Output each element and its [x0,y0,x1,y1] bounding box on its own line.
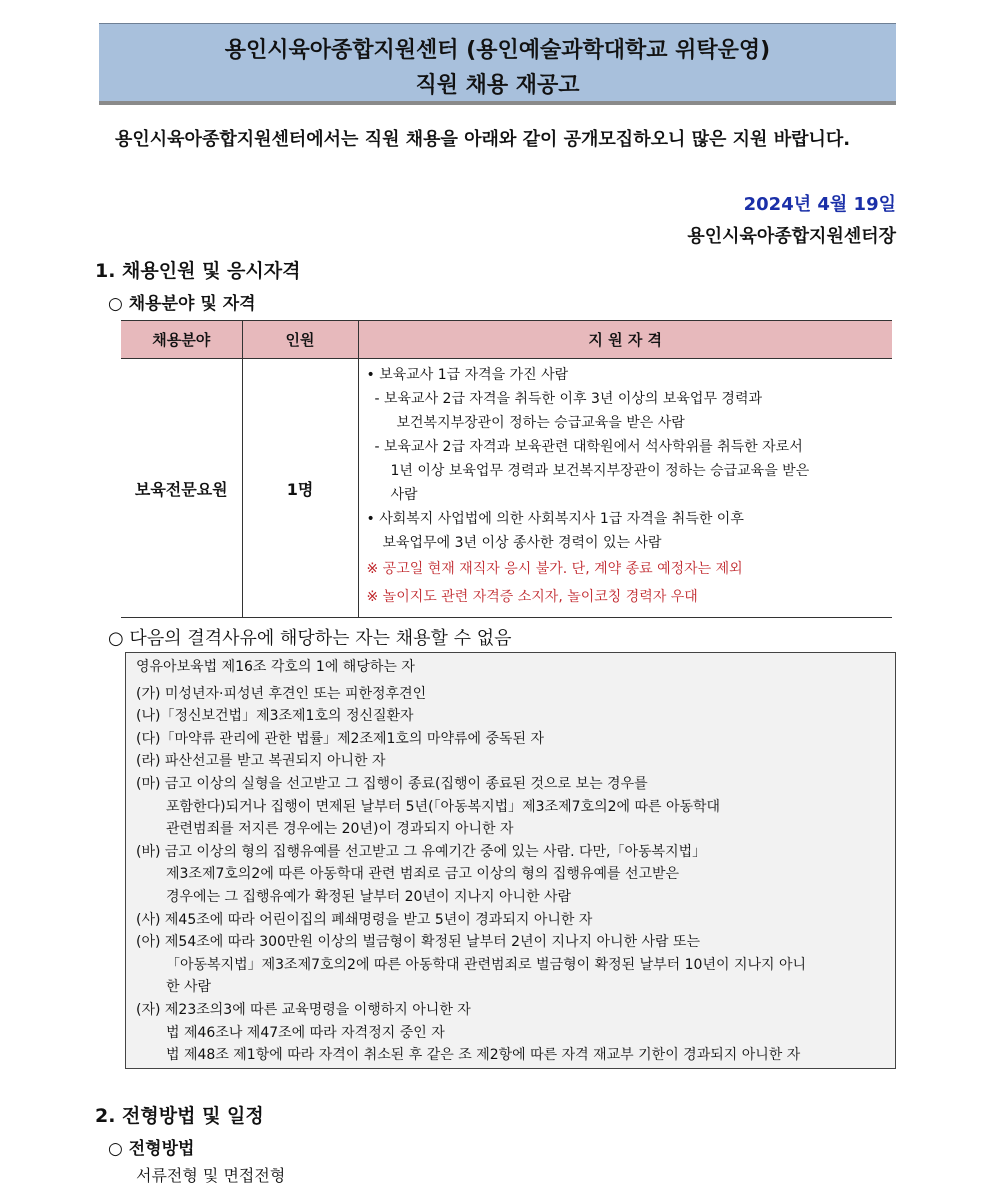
qualification-line: 보육업무에 3년 이상 종사한 경력이 있는 사람 [382,535,662,551]
list-item: 제3조제7호의2에 따른 아동학대 관련 범죄로 금고 이상의 형의 집행유예를 선고받은 [166,866,680,883]
list-item: (바) 금고 이상의 형의 집행유예를 선고받고 그 유예기간 중에 있는 사람. 다만,「아동복지법」 [136,843,707,860]
list-item: (다)「마약류 관리에 관한 법률」제2조제1호의 마약류에 중독된 자 [136,730,545,747]
list-item: 법 제48조 제1항에 따라 자격이 취소된 후 같은 조 제2항에 따른 자격 재교부 기한이 경과되지 아니한 자 [166,1047,801,1064]
qualifications-cell [358,359,892,618]
qualification-line: • 보육교사 1급 자격을 가진 사람 [366,367,569,383]
qualification-line: • 사회복지 사업법에 의한 사회복지사 1급 자격을 취득한 이후 [366,511,744,527]
list-item: 법 제46조나 제47조에 따라 자격정지 중인 자 [166,1024,445,1041]
selection-method: 서류전형 및 면접전형 [136,1166,286,1185]
job-field: 보육전문요원 [121,359,242,618]
list-item: (라) 파산선고를 받고 복권되지 아니한 자 [136,753,386,770]
signer: 용인시육아종합지원센터장 [687,226,896,247]
qualification-note: ※ 놀이지도 관련 자격증 소지자, 놀이코칭 경력자 우대 [366,589,698,605]
qualification-note: ※ 공고일 현재 재직자 응시 불가. 단, 계약 종료 예정자는 제외 [366,561,743,577]
list-item: (사) 제45조에 따라 어린이집의 폐쇄명령을 받고 5년이 경과되지 아니한 자 [136,911,593,928]
intro-paragraph: 용인시육아종합지원센터에서는 직원 채용을 아래와 같이 공개모집하오니 많은 지원 바랍니다. [115,129,851,150]
list-item: (자) 제23조의3에 따른 교육명령을 이행하지 아니한 자 [136,1001,471,1018]
qualification-line: 1년 이상 보육업무 경력과 보건복지부장관이 정하는 승급교육을 받은 [390,463,810,479]
table-header-row [121,321,892,359]
announcement-date: 2024년 4월 19일 [743,194,896,215]
list-item: (가) 미성년자·피성년 후견인 또는 피한정후견인 [136,685,427,702]
headcount: 1명 [242,359,358,618]
list-item: (아) 제54조에 따라 300만원 이상의 벌금형이 확정된 날부터 2년이 지나지 아니한 사람 또는 [136,934,701,951]
section-2-sub-1: ○ 전형방법 [108,1139,195,1159]
header-qualifications: 지 원 자 격 [358,321,892,359]
section-1-heading: 1. 채용인원 및 응시자격 [95,260,301,282]
title-line-1: 용인시육아종합지원센터 (용인예술과학대학교 위탁운영) [224,38,771,63]
list-item: 「아동복지법」제3조제7호의2에 따른 아동학대 관련범죄로 벌금형이 확정된 날부터 10년이 지나지 아니 [166,956,807,973]
table-row [121,359,892,618]
list-item: 영유아보육법 제16조 각호의 1에 해당하는 자 [136,659,415,675]
list-item: (나)「정신보건법」제3조제1호의 정신질환자 [136,708,414,725]
title-line-2: 직원 채용 재공고 [415,73,580,98]
qualification-line: - 보육교사 2급 자격과 보육관련 대학원에서 석사학위를 취득한 자로서 [374,439,803,455]
list-item: 관련범죄를 저지른 경우에는 20년)이 경과되지 아니한 자 [166,821,514,838]
header-field: 채용분야 [121,321,242,359]
qualification-table [121,320,892,618]
disqualification-box [125,652,896,1069]
title-banner [99,23,896,105]
qualification-line: - 보육교사 2급 자격을 취득한 이후 3년 이상의 보육업무 경력과 [374,391,762,407]
section-1-sub-2: ○ 다음의 결격사유에 해당하는 자는 채용할 수 없음 [108,628,512,649]
list-item: 포함한다)되거나 집행이 면제된 날부터 5년(「아동복지법」제3조제7호의2에 따른 아동학대 [166,798,721,815]
list-item: (마) 금고 이상의 실형을 선고받고 그 집행이 종료(집행이 종료된 것으로 보는 경우를 [136,775,648,792]
section-2-heading: 2. 전형방법 및 일정 [95,1105,264,1127]
header-count: 인원 [242,321,358,359]
list-item: 한 사람 [166,979,212,996]
qualification-line: 보건복지부장관이 정하는 승급교육을 받은 사람 [396,415,685,431]
list-item: 경우에는 그 집행유예가 확정된 날부터 20년이 지나지 아니한 사람 [166,888,572,905]
qualification-line: 사람 [390,487,418,503]
section-1-sub-1: ○ 채용분야 및 자격 [108,294,256,314]
